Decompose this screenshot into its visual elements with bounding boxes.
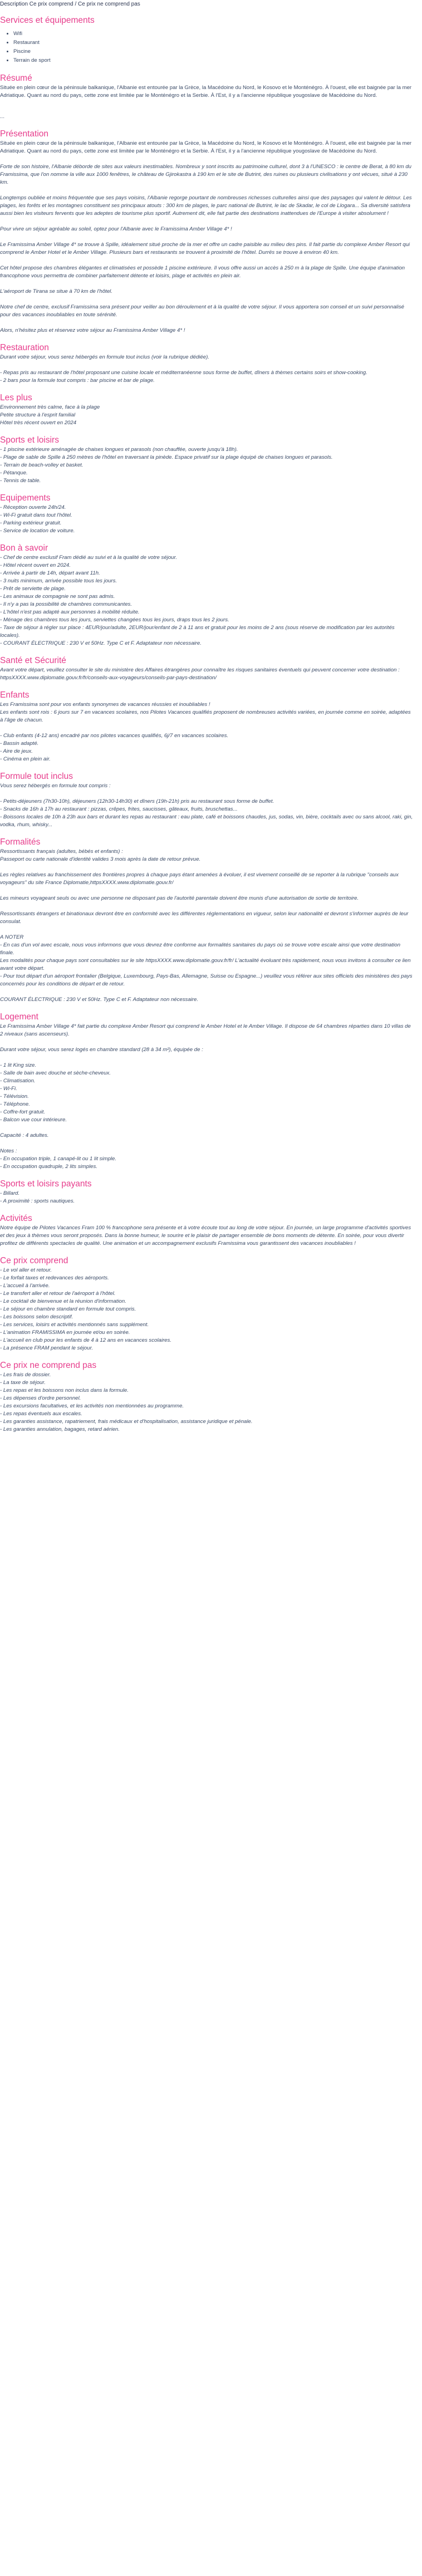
logement-line: - Wi-Fi.: [0, 1086, 17, 1092]
equipements-title: Equipements: [0, 493, 51, 503]
ne-comprend-title: Ce prix ne comprend pas: [0, 1361, 97, 1370]
enfants-line: Les Framissima sont pour vos enfants synonymes de vacances réussies et inoubliables !: [0, 701, 210, 708]
formalites-line: Les mineurs voyageant seuls ou avec une personne ne disposant pas de l'autorité parentale doivent être munis d'une autorisation de sortie de territoire.: [0, 895, 359, 901]
document: [0, 1, 422, 1434]
ne-comprend-line: - Les excursions facultatives, et les activités non mentionnées au programme.: [0, 1403, 184, 1409]
services-item: • Terrain de sport: [13, 56, 414, 65]
activites-text: Notre équipe de Pilotes Vacances Fram 100 % francophone sera présente et à votre écoute tout au long de votre séjour. En journée, un large programme d'activités sportives et des jeux à thèmes vous seront proposés. Dans la bonne humeur, le sourire et le plaisir de partager ensemble de bons moments de détente. En soirée, pour vous divertir profitez de différents spectacles de qualité. Une animation et un accompagnement exclusifs Framissima vous garantissent des vacances inoubliables !: [0, 1225, 411, 1247]
plus-line: Petite structure à l'esprit familial: [0, 412, 76, 418]
formule-line: - Petits-déjeuners (7h30-10h), déjeuners (12h30-14h30) et dîners (19h-21h) pris au restaurant sous forme de buffet.: [0, 798, 274, 804]
formule-line: - Snacks de 16h à 17h au restaurant : pizzas, crêpes, frites, saucisses, gâteaux, fruits, bruschettas...: [0, 806, 238, 812]
logement-line: Durant votre séjour, vous serez logés en chambre standard (28 à 34 m²), équipée de :: [0, 1047, 203, 1053]
presentation-paragraph: L'aéroport de Tirana se situe à 70 km de l'hôtel.: [0, 288, 112, 295]
logement-line: - En occupation quadruple, 2 lits simples.: [0, 1164, 97, 1170]
comprend-line: - Le séjour en chambre standard en formule tout compris.: [0, 1306, 136, 1312]
restauration-block: [0, 354, 414, 385]
restauration-line: - Repas pris au restaurant de l'hôtel proposant une cuisine locale et méditerranéenne sous forme de buffet, dîners à thèmes certains soirs et show-cooking.: [0, 370, 367, 376]
enfants-line: - Cinéma en plein air.: [0, 756, 51, 762]
comprend-line: - Le transfert aller et retour de l'aéroport à l'hôtel.: [0, 1291, 116, 1297]
logement-line: - En occupation triple, 1 canapé-lit ou 1 lit simple.: [0, 1156, 117, 1162]
sports-line: - Plage de sable de Spille à 250 mètres de l'hôtel en traversant la pinède. Espace privatif sur la plage équipé de chaises longues et parasols.: [0, 454, 333, 460]
logement-title: Logement: [0, 1012, 38, 1022]
bon-line: - Arrivée à partir de 14h, départ avant 11h.: [0, 570, 100, 576]
description-tabs: Description Ce prix comprend / Ce prix ne comprend pas: [0, 1, 140, 7]
payants-line: - Billard.: [0, 1190, 20, 1196]
comprend-line: - L'animation FRAMISSIMA en journée et/ou en soirée.: [0, 1329, 130, 1336]
plus-line: Environnement très calme, face à la plage: [0, 404, 100, 410]
formule-line: Vous serez hébergés en formule tout compris :: [0, 783, 111, 789]
activites-title: Activités: [0, 1214, 32, 1223]
comprend-line: - Le cocktail de bienvenue et la réunion d'information.: [0, 1298, 126, 1304]
services-item: • Restaurant: [13, 38, 414, 47]
payants-block: [0, 1190, 414, 1205]
ne-comprend-line: - Les dépenses d'ordre personnel.: [0, 1395, 81, 1401]
comprend-line: - L'accueil en club pour les enfants de 4 à 12 ans en vacances scolaires.: [0, 1337, 171, 1343]
services-item: • Piscine: [13, 47, 414, 56]
formalites-line: Passeport ou carte nationale d'identité valides 3 mois après la date de retour prévue.: [0, 856, 201, 862]
sports-block: [0, 446, 414, 485]
payants-line: - A proximité : sports nautiques.: [0, 1198, 75, 1204]
bon-block: [0, 554, 414, 647]
formalites-line: - En cas d'un vol avec escale, nous vous informons que vous devrez être conforme aux formalités sanitaires du pays où se trouve votre escale ainsi que votre destination finale.: [0, 942, 401, 956]
bon-line: - Prêt de serviette de plage.: [0, 586, 66, 592]
formule-title: Formule tout inclus: [0, 772, 73, 781]
formalites-title: Formalités: [0, 837, 41, 847]
equipements-line: - Service de location de voiture.: [0, 528, 75, 534]
logement-line: Capacité : 4 adultes.: [0, 1132, 49, 1139]
logement-line: - Coffre-fort gratuit.: [0, 1109, 46, 1115]
sante-text: Avant votre départ, veuillez consulter le site du ministère des Affaires étrangères pour connaître les risques sanitaires éventuels qui peuvent concerner votre destination : httpsXXXX.www.diplomatie.gouv.fr/fr/conseils-aux-voyageurs/conseils-par-pays-destination/: [0, 667, 400, 681]
enfants-line: Les enfants sont rois : 6 jours sur 7 en vacances scolaires, nos Pilotes Vacances qualifiés proposent de nombreuses activités variées, en journée comme en soirée, adaptées à l'âge de chacun.: [0, 709, 411, 723]
resume-title: Résumé: [0, 73, 32, 83]
formalites-line: COURANT ÉLECTRIQUE : 230 V et 50Hz. Type C et F. Adaptateur non nécessaire.: [0, 997, 199, 1003]
resume-text: Située en plein cœur de la péninsule balkanique, l'Albanie est entourée par la Grèce, la Macédoine du Nord, le Kosovo et le Monténégro. À l'ouest, elle est baignée par la mer Adriatique. Quant au nord du pays, cette zone est limitée par le Monténégro et la Serbie. À l'Est, il y a l'ancienne république yougoslave de Macédoine du Nord.: [0, 85, 412, 99]
restauration-line: - 2 bars pour la formule tout compris : bar piscine et bar de plage.: [0, 377, 155, 384]
enfants-title: Enfants: [0, 690, 30, 700]
bon-line: - L'hôtel n'est pas adapté aux personnes à mobilité réduite.: [0, 609, 140, 615]
bon-line: - Chef de centre exclusif Fram dédié au suivi et à la qualité de votre séjour.: [0, 555, 177, 561]
comprend-line: - Le vol aller et retour.: [0, 1267, 52, 1273]
logement-line: Notes :: [0, 1148, 17, 1154]
presentation-paragraph: Située en plein cœur de la péninsule balkanique, l'Albanie est entourée par la Grèce, la Macédoine du Nord, le Kosovo et le Monténégro. À l'ouest, elle est baignée par la mer Adriatique. Quant au nord du pays, cette zone est limitée par le Monténégro et la Serbie. À l'Est, il y a l'ancienne république yougoslave de Macédoine du Nord.: [0, 140, 412, 154]
ne-comprend-line: - Les garanties annulation, bagages, retard aérien.: [0, 1426, 120, 1432]
comprend-line: - Les boissons selon descriptif.: [0, 1314, 73, 1320]
enfants-line: - Club enfants (4-12 ans) encadré par nos pilotes vacances qualifiés, 6j/7 en vacances scolaires.: [0, 733, 229, 739]
logement-line: - 1 lit King size.: [0, 1062, 37, 1068]
sports-line: - 1 piscine extérieure aménagée de chaises longues et parasols (non chauffée, ouverte jusqu'à 18h).: [0, 446, 238, 453]
bon-line: - Taxe de séjour à régler sur place : 4EUR/jour/adulte, 2EUR/jour/enfant de 2 à 11 ans et gratuit pour les moins de 2 ans (sous réserve de modification par les autorités locales).: [0, 625, 395, 639]
enfants-line: - Bassin adapté.: [0, 740, 39, 747]
bon-line: - COURANT ÉLECTRIQUE : 230 V et 50Hz. Type C et F. Adaptateur non nécessaire.: [0, 640, 202, 646]
ne-comprend-line: - La taxe de séjour.: [0, 1380, 46, 1386]
plus-line: Hôtel très récent ouvert en 2024: [0, 420, 77, 426]
formalites-line: Les règles relatives au franchissement des frontières propres à chaque pays étant amenées à évoluer, il est vivement conseillé de se reporter à la rubrique "conseils aux voyageurs" du site France Diplomatie,httpsXXXX.www.diplomatie.gouv.fr/: [0, 872, 399, 886]
bon-line: - Il n'y a pas la possibilité de chambres communicantes.: [0, 601, 132, 607]
sports-title: Sports et loisirs: [0, 435, 59, 445]
plus-title: Les plus: [0, 393, 32, 403]
comprend-line: - Les services, loisirs et activités mentionnés sans supplément.: [0, 1322, 149, 1328]
bon-title: Bon à savoir: [0, 543, 48, 553]
restauration-line: Durant votre séjour, vous serez hébergés en formule tout inclus (voir la rubrique dédiée).: [0, 354, 209, 360]
logement-line: - Climatisation.: [0, 1078, 36, 1084]
equipements-block: [0, 504, 414, 535]
logement-line: - Balcon vue cour intérieure.: [0, 1117, 67, 1123]
presentation-paragraph: Notre chef de centre, exclusif Framissima sera présent pour veiller au bon déroulement et à la qualité de votre séjour. Il vous apportera son conseil et un suivi personnalisé pour des vacances inoubliables en toute sérénité.: [0, 304, 404, 318]
equipements-line: - Réception ouverte 24h/24.: [0, 504, 66, 511]
payants-title: Sports et loisirs payants: [0, 1179, 92, 1189]
presentation-paragraph: Alors, n'hésitez plus et réservez votre séjour au Framissima Amber Village 4* !: [0, 327, 185, 333]
formalites-line: - Pour tout départ d'un aéroport frontalier (Belgique, Luxembourg, Pays-Bas, Allemagne, Suisse ou Espagne...) veuillez vous référer aux sites officiels des ministères des pays concernés pour les conditions de départ et de retour.: [0, 973, 413, 987]
bon-line: - 3 nuits minimum, arrivée possible tous les jours.: [0, 578, 117, 584]
comprend-line: - L'accueil à l'arrivée.: [0, 1283, 50, 1289]
sante-title: Santé et Sécurité: [0, 656, 66, 665]
formalites-line: Ressortissants français (adultes, bébés et enfants) :: [0, 848, 123, 855]
formalites-line: Ressortissants étrangers et binationaux devront être en conformité avec les différentes réglementations en vigueur, selon leur nationalité et devront s'informer auprès de leur consulat.: [0, 911, 409, 925]
formule-line: - Boissons locales de 10h à 23h aux bars et durant les repas au restaurant : eau plate, café et boissons chaudes, jus, sodas, vin, bière, cocktails avec ou sans alcool, raki, gin, vodka, rhum, whisky...: [0, 814, 413, 828]
sports-line: - Tennis de table.: [0, 478, 41, 484]
formule-block: [0, 782, 414, 829]
logement-line: - Salle de bain avec douche et sèche-cheveux.: [0, 1070, 111, 1076]
presentation-paragraph: Longtemps oubliée et moins fréquentée que ses pays voisins, l'Albanie regorge pourtant de nombreuses richesses culturelles ainsi que des paysages qui valent le détour. Les plages, les forêts et les montagnes constituent ses principaux atouts : 300 km de plages, le parc national de Butrint, le lac de Skadar, le col de Llogara... Sa diversité satisfera aussi bien les visiteurs fervents que les adeptes de tourisme plus sportif. Autrement dit, elle fait partie des destinations inattendues de l'Europe à visiter absolument !: [0, 195, 412, 217]
formalites-line: Les modalités pour chaque pays sont consultables sur le site httpsXXXX.www.diplomatie.gouv.fr/fr/ L'actualité évoluant très rapidement, nous vous invitons à consulter ce lien avant votre départ.: [0, 958, 411, 971]
services-list: [0, 30, 414, 65]
restauration-title: Restauration: [0, 343, 49, 352]
equipements-line: - Wi-Fi gratuit dans tout l'hôtel.: [0, 512, 72, 518]
logement-line: Le Framissima Amber Village 4* fait partie du complexe Amber Resort qui comprend le Amber Hotel et le Amber Village. Il dispose de 64 chambres réparties dans 10 villas de 2 niveaux (sans ascenseurs).: [0, 1023, 411, 1037]
resume-trailing: ...: [0, 114, 4, 120]
equipements-line: - Parking extérieur gratuit.: [0, 520, 62, 526]
presentation-title: Présentation: [0, 129, 49, 139]
logement-block: [0, 1023, 414, 1171]
bon-line: - Hôtel récent ouvert en 2024.: [0, 562, 71, 568]
ne-comprend-line: - Les garanties assistance, rapatriement, frais médicaux et d'hospitalisation, assistance juridique et pénale.: [0, 1419, 253, 1425]
bon-line: - Les animaux de compagnie ne sont pas admis.: [0, 593, 115, 600]
formalites-block: [0, 848, 414, 1004]
services-title: Services et équipements: [0, 16, 95, 25]
ne-comprend-block: [0, 1371, 414, 1434]
ne-comprend-line: - Les repas et les boissons non inclus dans la formule.: [0, 1387, 129, 1394]
comprend-title: Ce prix comprend: [0, 1256, 68, 1265]
logement-line: - Téléphone.: [0, 1101, 30, 1107]
ne-comprend-line: - Les frais de dossier.: [0, 1372, 51, 1378]
ne-comprend-line: - Les repas éventuels aux escales.: [0, 1411, 82, 1417]
comprend-line: - La présence FRAM pendant le séjour.: [0, 1345, 94, 1351]
enfants-block: [0, 701, 414, 763]
formalites-line: A NOTER: [0, 934, 24, 940]
sports-line: - Pétanque.: [0, 470, 28, 476]
enfants-line: - Aire de jeux.: [0, 748, 33, 754]
comprend-line: - Le forfait taxes et redevances des aéroports.: [0, 1275, 109, 1281]
presentation-paragraph: Forte de son histoire, l'Albanie déborde de sites aux valeurs inestimables. Nombreux y sont inscrits au patrimoine culturel, dont 3 à l'UNESCO : le centre de Berat, à 80 km du Framissima, que l'on nomme la ville aux 1000 fenêtres, le château de Gjirokastra à 190 km et le site de Butrint, des ruines ou plusieurs civilisations y ont vécues, situé à 230 km.: [0, 164, 412, 185]
presentation-paragraph: Le Framissima Amber Village 4* se trouve à Spille, idéalement situé proche de la mer et offre un cadre paisible au milieu des pins. Il fait partie du complexe Amber Resort qui comprend le Amber Hotel et le Amber Village. Plusieurs bars et restaurants se trouvent à proximité de l'hôtel. Durrës se trouve à environ 40 km.: [0, 242, 410, 256]
presentation-paragraph: Cet hôtel propose des chambres élégantes et climatisées et possède 1 piscine extérieure. Il vous offre aussi un accès à 250 m à la plage de Spille. Une équipe d'animation francophone vous permettra de combiner parfaitement détente et loisirs, plage et activités en plein air.: [0, 265, 405, 279]
comprend-block: [0, 1267, 414, 1352]
bon-line: - Ménage des chambres tous les jours, serviettes changées tous les jours, draps tous les 2 jours.: [0, 617, 229, 623]
sports-line: - Terrain de beach-volley et basket.: [0, 462, 84, 468]
services-item: • Wifi: [13, 30, 414, 38]
presentation-paragraph: Pour vivre un séjour agréable au soleil, optez pour l'Albanie avec le Framissima Amber Village 4* !: [0, 226, 232, 232]
plus-block: [0, 404, 414, 427]
logement-line: - Télévision.: [0, 1093, 29, 1100]
